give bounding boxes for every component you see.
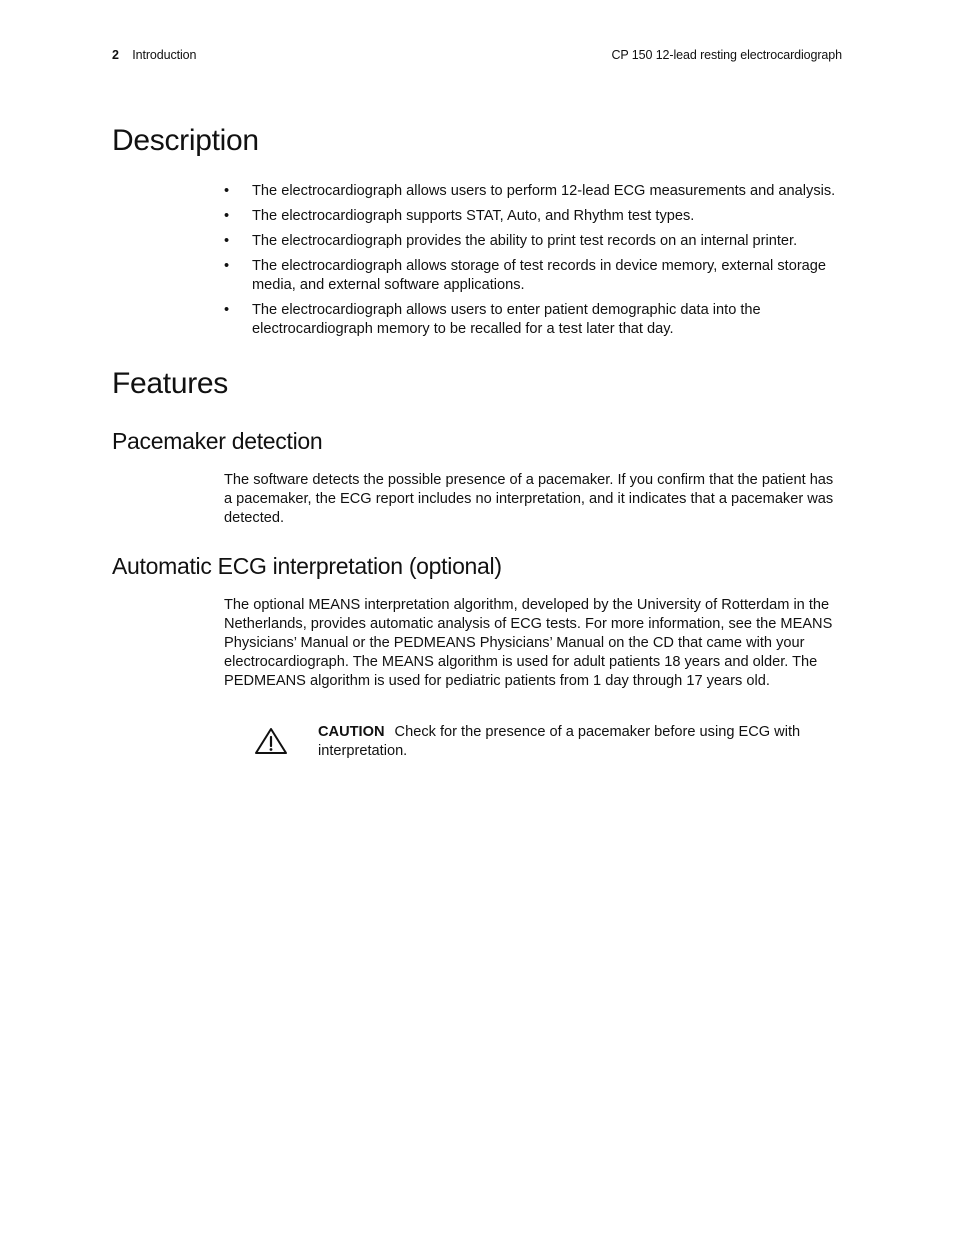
bullet-text: The electrocardiograph allows storage of test records in device memory, external storage media, and external software applications. [252, 258, 827, 293]
bullet-text: The electrocardiograph provides the ability to print test records on an internal printer. [252, 233, 798, 249]
ecg-interpretation-body: The optional MEANS interpretation algorithm, developed by the University of Rotterdam in the Netherlands, provides automatic analysis of ECG tests. For more information, see the MEANS Physicians’ Manual or the PEDMEANS Physicians’ Manual on the CD that came with your electrocardiograph. The MEANS algorithm is used for adult patients 18 years and older. The PEDMEANS algorithm is used for pediatric patients from 1 day through 17 years old. [224, 597, 833, 689]
description-heading: Description [112, 124, 259, 157]
caution-message: Check for the presence of a pacemaker before using ECG with interpretation. [318, 724, 801, 759]
features-heading: Features [112, 367, 228, 400]
ecg-interpretation-heading: Automatic ECG interpretation (optional) [112, 553, 502, 579]
section-name: Introduction [132, 48, 197, 62]
pacemaker-detection-body: The software detects the possible presence of a pacemaker. If you confirm that the patient has a pacemaker, the ECG report includes no interpretation, and it indicates that a pacemaker was detected. [224, 472, 834, 526]
header-left [112, 48, 196, 62]
list-item [224, 207, 844, 226]
description-bullet-list [224, 182, 844, 345]
bullet-text: The electrocardiograph supports STAT, Auto, and Rhythm test types. [252, 208, 695, 224]
document-title: CP 150 12-lead resting electrocardiograph [611, 48, 842, 62]
running-header [112, 48, 842, 68]
page-number: 2 [112, 48, 119, 62]
list-item [224, 182, 844, 201]
caution-text-block [318, 723, 840, 761]
bullet-icon: • [224, 183, 230, 199]
list-item [224, 232, 844, 251]
pacemaker-detection-heading: Pacemaker detection [112, 428, 323, 454]
bullet-text: The electrocardiograph allows users to perform 12-lead ECG measurements and analysis. [252, 183, 836, 199]
caution-triangle-icon [254, 727, 288, 755]
bullet-icon: • [224, 302, 230, 318]
caution-label: CAUTION [318, 724, 385, 740]
list-item [224, 257, 844, 295]
list-item [224, 301, 844, 339]
bullet-icon: • [224, 208, 230, 224]
bullet-icon: • [224, 233, 230, 249]
bullet-text: The electrocardiograph allows users to enter patient demographic data into the electrocardiograph memory to be recalled for a test later that day. [252, 302, 761, 337]
bullet-icon: • [224, 258, 230, 274]
